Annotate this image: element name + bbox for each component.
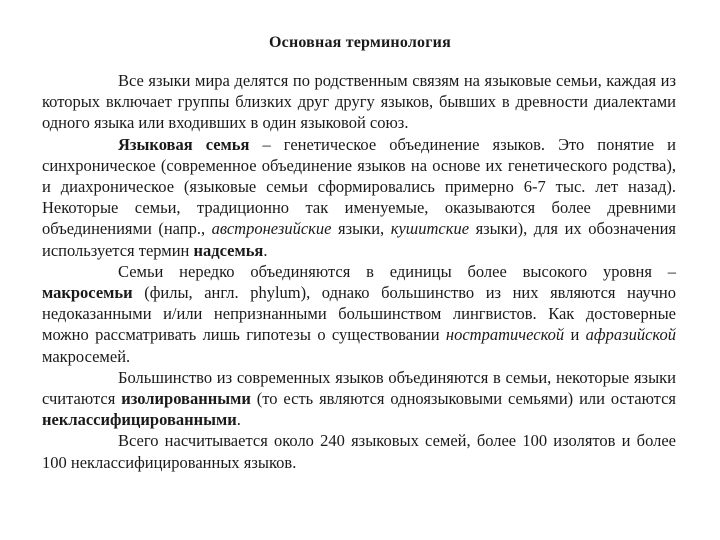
paragraph-text: Всего насчитывается около 240 языковых семей, более 100 изолятов и более 100 неклассифицированных языков. (42, 431, 676, 472)
term-isolated: изолированными (121, 389, 251, 409)
term-superfamily: надсемья (193, 240, 264, 260)
paragraph-text: языки, (331, 219, 391, 239)
term-afroasiatic: афразийской (585, 325, 676, 345)
paragraph-text: . (263, 240, 268, 260)
paragraph-text: Семьи нередко объединяются в единицы более высокого уровня – (118, 261, 676, 281)
paragraph-text: Большинство из современных языков объединяются в семьи, некоторые языки считаются (42, 367, 676, 409)
paragraph-text: и (564, 325, 586, 345)
paragraph-isolates (42, 367, 676, 431)
page-title: Основная терминология (269, 34, 451, 51)
paragraph-text: – генетическое объединение языков. Это понятие и синхроническое (современное объединение языков на основе их генетического родства), и диахроническое (языковые семьи сформировались примерно 6-7 тыс. лет назад). Некоторые семьи, традиционно так именуемые, оказываются более древними объединениями (напр., (42, 134, 676, 239)
paragraph-text: . (236, 410, 241, 430)
paragraph-intro (42, 70, 676, 134)
term-nostratic: ностратической (445, 325, 565, 345)
paragraph-text: (то есть являются одноязыковыми семьями) или остаются (250, 389, 677, 409)
term-unclassified: неклассифицированными (42, 410, 237, 430)
term-cushitic: кушитские (390, 219, 470, 239)
paragraph-totals (42, 430, 676, 472)
paragraph-macrofamilies (42, 261, 676, 367)
paragraph-text: языки), для их обозначения используется термин (42, 219, 676, 260)
term-austronesian: австронезийские (211, 219, 332, 239)
term-macrofamilies: макросемьи (42, 283, 133, 303)
paragraph-text: (филы, англ. phylum), однако большинство из них являются научно недоказанными и/или непризнанными большинством лингвистов. Как достоверные можно рассматривать лишь гипотезы о существовании (42, 283, 676, 345)
body-text (42, 70, 676, 473)
term-language-family: Языковая семья (118, 134, 250, 154)
paragraph-text: макросемей. (42, 346, 131, 366)
paragraph-language-family (42, 134, 676, 261)
paragraph-text: Все языки мира делятся по родственным связям на языковые семьи, каждая из которых включает группы близких друг другу языков, бывших в древности диалектами одного языка или входивших в один языковой союз. (42, 71, 676, 133)
